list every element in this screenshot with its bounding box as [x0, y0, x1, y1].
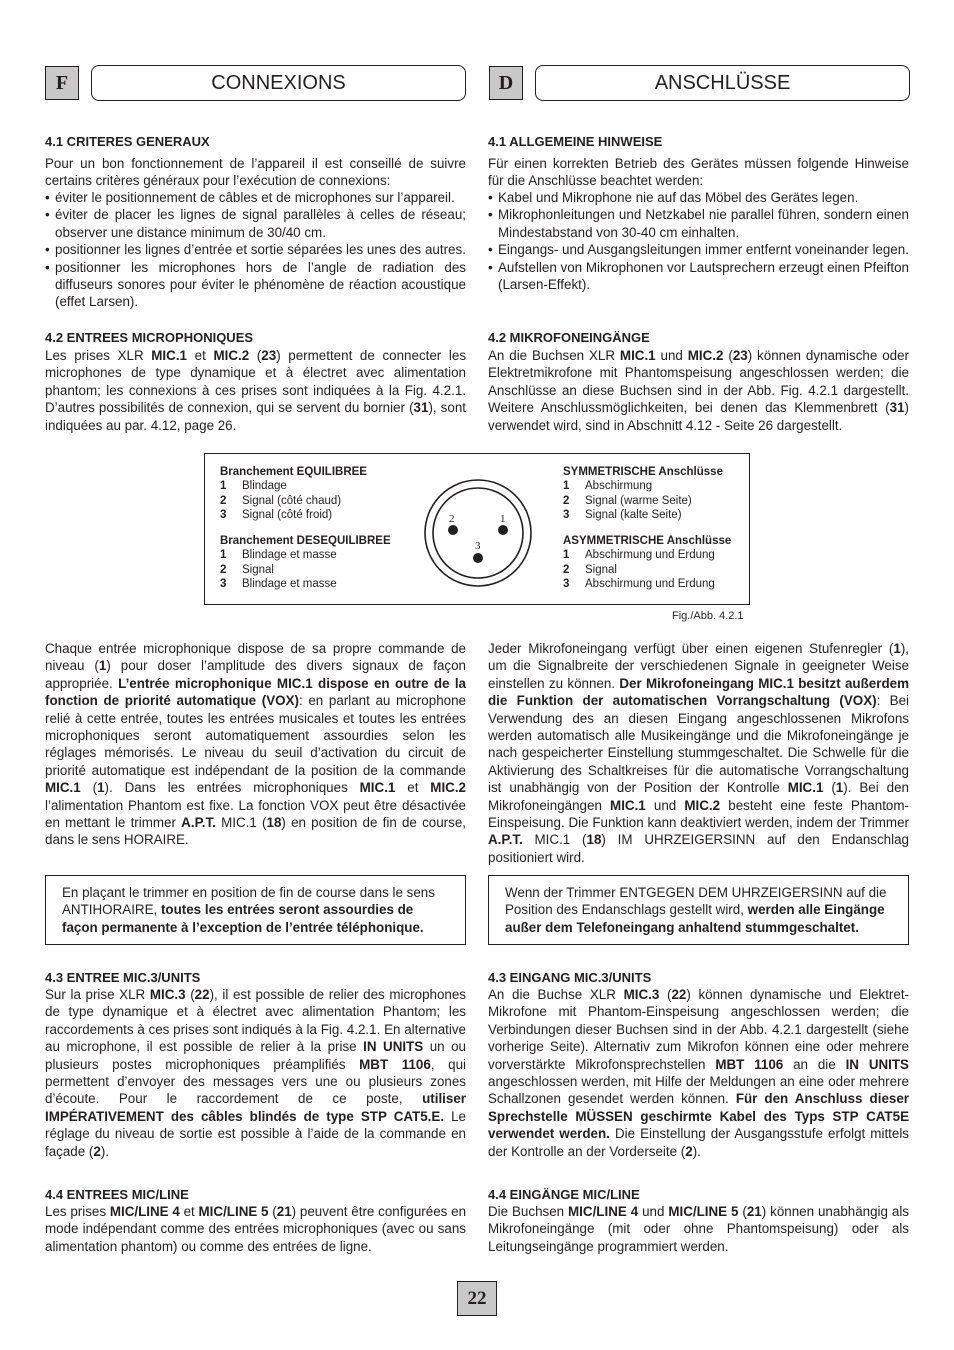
- text-run: l’alimentation Phantom est fixe. La fonction VOX peut être désactivée en mettant le trimmer: [45, 797, 466, 831]
- legend-row: [220, 563, 391, 577]
- legend-row: [220, 479, 367, 493]
- pin-label: Signal (côté chaud): [242, 494, 342, 507]
- bold-text: 2: [685, 1143, 693, 1159]
- pin-2: [448, 525, 458, 535]
- bold-text: IN UNITS: [363, 1039, 424, 1055]
- list-item: • Aufstellen von Mikrophonen vor Lautsprechern erzeugt einen Pfeifton (Larsen-Effekt).: [488, 259, 909, 294]
- text-run: und: [638, 1204, 669, 1219]
- text-run: et: [395, 780, 431, 796]
- paragraph-fr-4-3: [45, 986, 466, 1160]
- heading-fr-4-2: 4.2 ENTREES MICROPHONIQUES: [45, 330, 254, 345]
- bold-text: MIC.2: [687, 348, 724, 363]
- list-item: • Kabel und Mikrophone nie auf das Möbel des Gerätes legen.: [488, 189, 909, 206]
- legend-row: [220, 508, 367, 522]
- lang-badge-fr: F: [45, 66, 79, 100]
- list-item: • Eingangs- und Ausgangsleitungen immer entfernt voneinander legen.: [488, 241, 909, 258]
- text-run: ) permettent de connecter les microphones de type dynamique et à électret avec alimentation phantom; les connexions à ces prises sont indiquées à la Fig. 4.2.1. D’autres possibilités de connexion, qui se servent du bornier (: [45, 348, 467, 416]
- heading-fr-4-1: 4.1 CRITERES GENERAUX: [45, 134, 210, 149]
- fr-balanced-legend: [220, 465, 367, 523]
- bold-text: MIC/LINE 4: [568, 1204, 639, 1219]
- bold-text: MIC.3: [623, 987, 660, 1002]
- text-run: an die: [783, 1056, 846, 1072]
- pin-label: Signal: [585, 563, 617, 576]
- list-item: • éviter le positionnement de câbles et de microphones sur l’appareil.: [45, 189, 466, 206]
- text-run: ), il est possible de relier des microphones de type dynamique et à électret avec alimentation Phantom; les raccordements à ces prises sont indiqués à la Fig. 4.2.1. En alternative au microphone, il est possible de relier à la prise: [45, 987, 467, 1055]
- bold-text: 31: [413, 400, 429, 416]
- bold-text: utiliser IMPÉRATIVEMENT des câbles blindés de type STP CAT5.E.: [45, 1091, 466, 1124]
- text-run: Les prises XLR: [45, 348, 152, 363]
- text-run: ).: [692, 1143, 701, 1159]
- text-run: (: [249, 348, 262, 363]
- heading-fr-4-4: 4.4 ENTREES MIC/LINE: [45, 1187, 189, 1202]
- text-run: (: [823, 780, 836, 796]
- bold-text: MIC.1: [610, 797, 646, 813]
- text-run: , qui permettent d’envoyer des messages vers une ou plusieurs zones d’écoute. Pour le raccordement de ce poste,: [45, 1056, 466, 1107]
- connector-inner-ring: [433, 488, 523, 578]
- list-item: • éviter de placer les lignes de signal parallèles à celles de réseau; observer une distance minimum de 30/40 cm.: [45, 206, 466, 241]
- xlr-wiring-figure: [204, 453, 750, 605]
- bold-text: A.P.T.: [181, 815, 216, 831]
- pin-label: Blindage et masse: [242, 578, 337, 591]
- bold-text: 1: [97, 780, 105, 796]
- list-item: • positionner les lignes d’entrée et sortie séparées les unes des autres.: [45, 241, 466, 258]
- text-run: (: [185, 987, 195, 1002]
- pin-number: 3: [220, 578, 227, 591]
- text-run: ) verwendet wird, sind in Abschnitt 4.12 - Seite 26 dargestellt.: [488, 400, 909, 433]
- bold-text: MBT 1106: [715, 1056, 784, 1072]
- pin-3: [473, 553, 483, 563]
- pin-number: 2: [563, 494, 570, 507]
- text-run: ) pour doser l’amplitude des divers signaux de façon appropriée.: [45, 658, 466, 691]
- text-run: (: [268, 1204, 277, 1219]
- pin-label: Blindage et masse: [242, 549, 337, 562]
- text-run: Chaque entrée microphonique dispose de sa propre commande de niveau (: [45, 641, 466, 674]
- bold-text: MIC.1: [619, 348, 656, 363]
- bold-text: MIC/LINE 5: [668, 1204, 739, 1219]
- text-run: Wenn der Trimmer ENTGEGEN DEM UHRZEIGERSINN auf die Position des Endanschlags gestellt wird,: [505, 885, 887, 918]
- bold-text: MIC/LINE 5: [198, 1204, 269, 1219]
- xlr-connector-icon: [423, 478, 533, 588]
- heading-de-4-1: 4.1 ALLGEMEINE HINWEISE: [488, 134, 663, 149]
- text-run: ).: [100, 1143, 110, 1159]
- text-run: Les prises: [45, 1204, 110, 1219]
- text-run: MIC.1 (: [522, 832, 587, 848]
- text-run: : en parlant au microphone relié à cette entrée, toutes les entrées musicales et toutes les entrées microphoniques seront automatiquement assourdies selon les réglages mémorisés. Le niveau du seuil d’activation du circuit de priorité automatique est indépendant de la position de la commande: [45, 693, 466, 778]
- text-run: angeschlossen werden, mit Hilfe der Meldungen an eine oder mehrere Schallzonen gesendet werden können.: [488, 1074, 909, 1107]
- text-run: ), um die Signalbreite der verschiedenen Signale in geeigneter Weise einstellen zu können.: [488, 641, 909, 691]
- note-box-de: [488, 875, 909, 945]
- text-run: Sur la prise XLR: [45, 987, 150, 1002]
- text-run: (: [738, 1204, 747, 1219]
- text-run: besteht eine feste Phantom-Einspeisung. Die Funktion kann deaktiviert werden, indem der Trimmer: [488, 797, 909, 831]
- bold-text: 31: [889, 400, 905, 416]
- page-number: 22: [457, 1281, 497, 1316]
- bold-text: Der Mikrofoneingang MIC.1 besitzt außerdem die Funktion der automatischen Vorrangschaltung (VOX): [488, 675, 909, 709]
- bold-text: L’entrée microphonique MIC.1 dispose en outre de la fonction de priorité automatique (VOX): [45, 675, 466, 709]
- de-unbalanced-legend: [563, 534, 731, 592]
- text-run: An die Buchse XLR: [488, 987, 624, 1002]
- legend-row: [220, 494, 367, 508]
- paragraph-de-4-1-intro: Für einen korrekten Betrieb des Gerätes müssen folgende Hinweise für die Anschlüsse beachtet werden:: [488, 156, 909, 189]
- text-run: ). Bei den Mikrofoneingängen: [488, 780, 909, 813]
- pin-number: 2: [220, 494, 227, 507]
- pin-label: Abschirmung und Erdung: [585, 549, 715, 562]
- list-item: • Mikrophonleitungen und Netzkabel nie parallel führen, sondern einen Mindestabstand von 30-40 cm einhalten.: [488, 206, 909, 241]
- text-run: Die Buchsen: [488, 1204, 569, 1219]
- text-run: und: [645, 797, 685, 813]
- pin-number: 2: [220, 563, 227, 576]
- text-run: ) können unabhängig als Mikrofoneingänge (mit oder ohne Phantomspeisung) oder als Leitungseingänge programmiert werden.: [488, 1204, 910, 1254]
- bold-text: Für den Anschluss dieser Sprechstelle MÜSSEN geschirmte Kabel des Typs STP CAT5E verwendet werden.: [488, 1091, 909, 1142]
- pin-label: Signal: [242, 563, 274, 576]
- paragraph-de-4-3: [488, 986, 909, 1160]
- pin-number: 2: [563, 563, 570, 576]
- text-run: (: [80, 780, 98, 796]
- bold-text: MIC.1: [787, 780, 824, 796]
- heading-de-4-2: 4.2 MIKROFONEINGÄNGE: [488, 330, 650, 345]
- text-run: En plaçant le trimmer en position de fin de course dans le sens ANTIHORAIRE,: [62, 885, 435, 918]
- pin-number: 3: [563, 578, 570, 591]
- bold-text: MIC.1: [45, 780, 81, 796]
- pin-1: [498, 525, 508, 535]
- bold-text: 2: [93, 1143, 101, 1159]
- list-item: • positionner les microphones hors de l’angle de radiation des diffuseurs sonores pour éviter le phénomène de réaction acoustique (effet Larsen).: [45, 259, 466, 311]
- paragraph-fr-vox: [45, 640, 466, 849]
- section-title-fr: CONNEXIONS: [91, 65, 466, 101]
- text-run: ) können dynamische oder Elektretmikrofone mit Phantomspeisung angeschlossen werden; die Anschlüsse an diese Buchsen sind in der Abb. Fig. 4.2.1 dargestellt. Weitere Anschlussmöglichkeiten, bei denen das Klemmenbrett (: [488, 348, 909, 416]
- text-run: Jeder Mikrofoneingang verfügt über einen eigenen Stufenregler (: [488, 641, 894, 656]
- text-run: An die Buchsen XLR: [488, 348, 620, 363]
- legend-title: SYMMETRISCHE Anschlüsse: [563, 466, 723, 478]
- bold-text: MIC.2: [684, 797, 721, 813]
- legend-title: Branchement DESEQUILIBREE: [220, 535, 391, 547]
- pin-number: 1: [220, 549, 227, 562]
- section-title-de: ANSCHLÜSSE: [535, 65, 910, 101]
- figure-caption: Fig./Abb. 4.2.1: [672, 610, 744, 622]
- pin-3-label: 3: [475, 540, 481, 552]
- paragraph-fr-4-2: [45, 347, 466, 434]
- pin-label: Signal (côté froid): [242, 509, 333, 522]
- bold-text: MBT 1106: [359, 1056, 431, 1072]
- bold-text: toutes les entrées seront assourdies de façon permanente à l’exception de l’entrée téléphonique.: [62, 902, 424, 935]
- bold-text: 1: [835, 780, 844, 796]
- text-run: : Bei Verwendung des an diesen Eingang angeschlossenen Mikrofons werden automatisch alle Musikeingänge und die Mikrofoneingänge je nach gespeicherter Einstellung stummgeschaltet. Die Schwelle für die Aktivierung des Schaltkreises für die automatische Vorrangschaltung ist unabhängig von der Position der Kontrolle: [488, 693, 910, 796]
- legend-row: [563, 563, 731, 577]
- text-run: ) en position de fin de course, dans le sens HORAIRE.: [45, 815, 466, 848]
- lang-badge-de: D: [489, 66, 523, 100]
- heading-fr-4-3: 4.3 ENTREE MIC.3/UNITS: [45, 970, 201, 985]
- bold-text: A.P.T.: [488, 832, 523, 848]
- bold-text: 21: [746, 1204, 762, 1219]
- de-balanced-legend: [563, 465, 723, 523]
- heading-de-4-4: 4.4 EINGÄNGE MIC/LINE: [488, 1187, 640, 1202]
- pin-label: Abschirmung und Erdung: [585, 578, 715, 591]
- legend-title: Branchement EQUILIBREE: [220, 466, 367, 478]
- text-run: et: [187, 348, 214, 363]
- legend-row: [563, 577, 731, 591]
- pin-number: 3: [563, 509, 570, 522]
- bold-text: 18: [266, 815, 282, 831]
- bold-text: 23: [732, 348, 748, 363]
- paragraph-fr-4-4: [45, 1203, 466, 1255]
- legend-row: [563, 494, 723, 508]
- pin-number: 1: [563, 480, 570, 493]
- paragraph-de-vox: [488, 640, 909, 866]
- bold-text: MIC/LINE 4: [109, 1204, 180, 1219]
- pin-label: Signal (warme Seite): [585, 494, 692, 507]
- text-run: ). Dans les entrées microphoniques: [104, 780, 360, 796]
- text-run: ) können dynamische und Elektret-Mikrofone mit Phantom-Einspeisung angeschlossen werden; die Verbindungen dieser Buchsen sind in der Abb. 4.2.1 dargestellt (siehe vorherige Seite). Alternativ zum Mikrofon können eine oder mehrere vorverstärkte Mikrofonsprechstellen: [488, 987, 910, 1072]
- bold-text: MIC.2: [213, 348, 250, 363]
- paragraph-fr-4-1-intro: Pour un bon fonctionnement de l’appareil il est conseillé de suivre certains critères généraux pour l’exécution de connexions:: [45, 156, 466, 189]
- bold-text: MIC.2: [430, 780, 467, 796]
- pin-number: 3: [220, 509, 227, 522]
- legend-row: [563, 508, 723, 522]
- text-run: MIC.1 (: [215, 815, 267, 831]
- pin-label: Signal (kalte Seite): [585, 509, 682, 522]
- text-run: Le réglage du niveau de sortie est possible à l’aide de la commande en façade (: [45, 1108, 466, 1159]
- note-box-fr: [45, 875, 466, 945]
- fr-unbalanced-legend: [220, 534, 391, 592]
- heading-de-4-3: 4.3 EINGANG MIC.3/UNITS: [488, 970, 652, 985]
- bold-text: MIC.1: [359, 780, 396, 796]
- pin-number: 1: [220, 480, 227, 493]
- text-run: (: [659, 987, 672, 1002]
- text-run: (: [723, 348, 733, 363]
- pin-number: 1: [563, 549, 570, 562]
- pin-2-label: 2: [449, 513, 455, 525]
- text-run: et: [179, 1204, 199, 1219]
- pin-1-label: 1: [500, 513, 506, 525]
- bold-text: werden alle Eingänge außer dem Telefoneingang anhaltend stummgeschaltet.: [505, 902, 885, 935]
- text-run: ) IM UHRZEIGERSINN auf den Endanschlag positioniert wird.: [488, 832, 909, 865]
- bullet-list-de-4-1: [488, 189, 909, 293]
- text-run: ), sont indiquées au par. 4.12, page 26.: [45, 400, 466, 433]
- bold-text: MIC.1: [151, 348, 187, 363]
- pin-label: Abschirmung: [585, 480, 653, 493]
- paragraph-de-4-2: [488, 347, 909, 434]
- bold-text: 21: [276, 1204, 292, 1219]
- legend-row: [563, 479, 723, 493]
- bold-text: 1: [98, 658, 107, 674]
- legend-row: [220, 548, 391, 562]
- legend-row: [563, 548, 731, 562]
- bullet-list-fr-4-1: [45, 189, 466, 311]
- bold-text: MIC.3: [149, 987, 186, 1002]
- pin-label: Blindage: [242, 480, 287, 493]
- bold-text: 22: [194, 987, 210, 1002]
- paragraph-de-4-4: [488, 1203, 909, 1255]
- bold-text: 22: [671, 987, 687, 1002]
- bold-text: 23: [261, 348, 277, 363]
- bold-text: 18: [586, 832, 602, 848]
- legend-title: ASYMMETRISCHE Anschlüsse: [563, 535, 732, 547]
- text-run: und: [655, 348, 688, 363]
- text-run: ) peuvent être configurées en mode indépendant comme des entrées microphoniques (avec ou sans alimentation phantom) ou comme des entrées de ligne.: [45, 1204, 467, 1254]
- text-run: un ou plusieurs postes microphoniques préamplifiés: [45, 1039, 467, 1072]
- bold-text: IN UNITS: [845, 1056, 909, 1072]
- connector-outer-ring: [425, 480, 531, 586]
- legend-row: [220, 577, 391, 591]
- text-run: Die Einstellung der Ausgangsstufe erfolgt mittels der Kontrolle an der Vorderseite (: [488, 1126, 909, 1159]
- bold-text: 1: [893, 641, 901, 656]
